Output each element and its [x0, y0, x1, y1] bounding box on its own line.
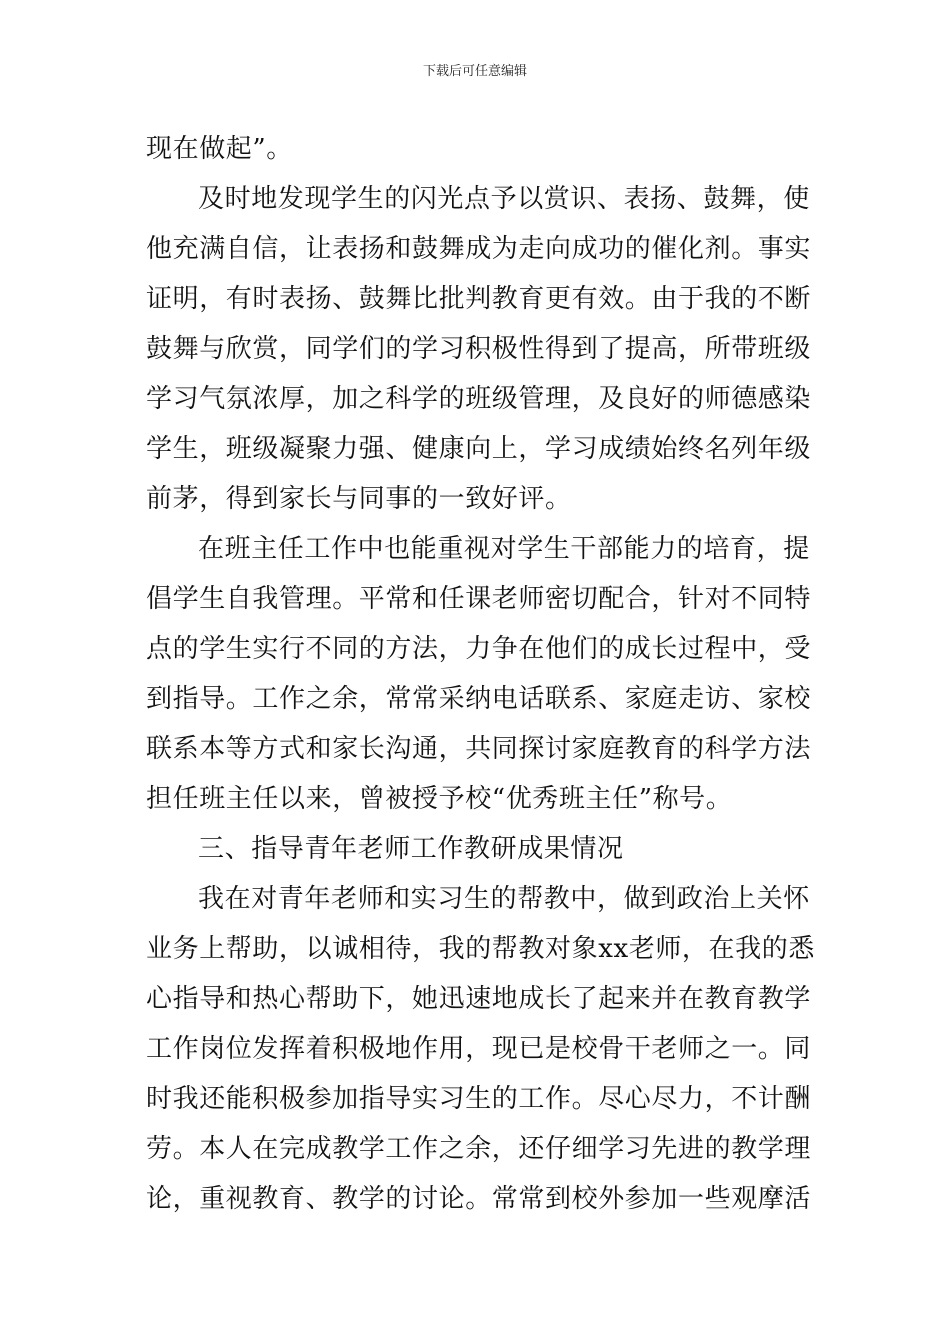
text-line: 在班主任工作中也能重视对学生干部能力的培育，提 — [198, 534, 810, 564]
text-line: 劳。本人在完成教学工作之余，还仔细学习先进的教学理 — [146, 1134, 812, 1164]
text-line: 及时地发现学生的闪光点予以赏识、表扬、鼓舞，使 — [198, 184, 810, 214]
text-line: 前茅，得到家长与同事的一致好评。 — [146, 484, 572, 514]
section-heading: 三、指导青年老师工作教研成果情况 — [198, 834, 624, 864]
text-line: 心指导和热心帮助下，她迅速地成长了起来并在教育教学 — [146, 984, 812, 1014]
text-line: 时我还能积极参加指导实习生的工作。尽心尽力，不计酬 — [146, 1084, 812, 1114]
text-line: 我在对青年老师和实习生的帮教中，做到政治上关怀 — [198, 884, 810, 914]
text-line: 学生，班级凝聚力强、健康向上，学习成绩始终名列年级 — [146, 434, 812, 464]
text-line: 鼓舞与欣赏，同学们的学习积极性得到了提高，所带班级 — [146, 334, 812, 364]
text-line: 学习气氛浓厚，加之科学的班级管理，及良好的师德感染 — [146, 384, 812, 414]
page-header: 下载后可任意编辑 — [422, 64, 527, 79]
text-line: 到指导。工作之余，常常采纳电话联系、家庭走访、家校 — [146, 684, 812, 714]
text-line: 证明，有时表扬、鼓舞比批判教育更有效。由于我的不断 — [146, 284, 812, 314]
text-line: 点的学生实行不同的方法，力争在他们的成长过程中，受 — [146, 634, 812, 664]
text-line: 业务上帮助，以诚相待，我的帮教对象xx老师，在我的悉 — [146, 934, 815, 964]
text-line: 现在做起”。 — [146, 134, 293, 164]
text-line: 他充满自信，让表扬和鼓舞成为走向成功的催化剂。事实 — [146, 234, 812, 264]
text-line: 论，重视教育、教学的讨论。常常到校外参加一些观摩活 — [146, 1184, 812, 1214]
text-line: 联系本等方式和家长沟通，共同探讨家庭教育的科学方法 — [146, 734, 812, 764]
text-line: 担任班主任以来，曾被授予校“优秀班主任”称号。 — [146, 784, 733, 814]
text-line: 倡学生自我管理。平常和任课老师密切配合，针对不同特 — [146, 584, 812, 614]
text-line: 工作岗位发挥着积极地作用，现已是校骨干老师之一。同 — [146, 1034, 812, 1064]
